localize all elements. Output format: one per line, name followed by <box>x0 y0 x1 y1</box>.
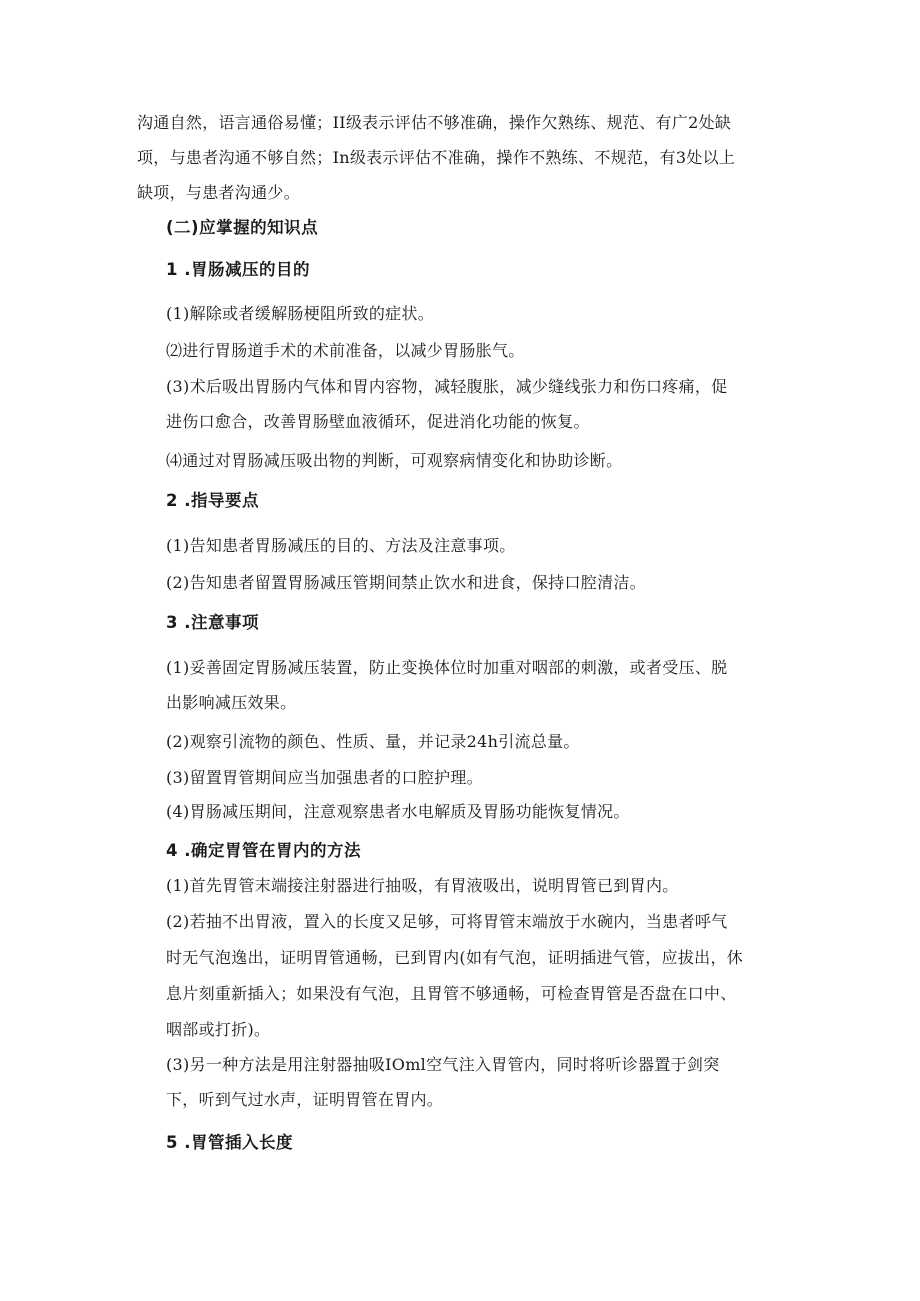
text-line: 下，听到气过水声，证明胃管在胃内。 <box>166 1090 444 1109</box>
subsection-heading: 5 .胃管插入长度 <box>166 1133 293 1152</box>
text-line: (1)妥善固定胃肠减压装置，防止变换体位时加重对咽部的刺激，或者受压、脱 <box>166 658 728 677</box>
text-line: (2)告知患者留置胃肠减压管期间禁止饮水和进食，保持口腔清洁。 <box>166 573 646 592</box>
subsection-heading: 2 .指导要点 <box>166 491 259 510</box>
text-line: 缺项，与患者沟通少。 <box>137 183 301 202</box>
text-line: ⑵进行胃肠道手术的术前准备，以减少胃肠胀气。 <box>166 341 525 360</box>
text-line: 沟通自然，语言通俗易懂；II级表示评估不够准确，操作欠熟练、规范、有广2处缺 <box>137 113 732 132</box>
text-line: (3)留置胃管期间应当加强患者的口腔护理。 <box>166 768 483 787</box>
text-line: (1)告知患者胃肠减压的目的、方法及注意事项。 <box>166 536 516 555</box>
text-line: (4)胃肠减压期间，注意观察患者水电解质及胃肠功能恢复情况。 <box>166 802 630 821</box>
text-line: 息片刻重新插入；如果没有气泡，且胃管不够通畅，可检查胃管是否盘在口中、 <box>166 984 737 1003</box>
text-line: 出影响减压效果。 <box>166 693 297 712</box>
text-line: (1)首先胃管末端接注射器进行抽吸，有胃液吸出，说明胃管已到胃内。 <box>166 876 679 895</box>
text-line: (3)术后吸出胃肠内气体和胃内容物，减轻腹胀，减少缝线张力和伤口疼痛，促 <box>166 377 728 396</box>
text-line: (3)另一种方法是用注射器抽吸IOml空气注入胃管内，同时将听诊器置于剑突 <box>166 1055 720 1074</box>
text-line: (2)观察引流物的颜色、性质、量，并记录24h引流总量。 <box>166 732 580 751</box>
subsection-heading: 4 .确定胃管在胃内的方法 <box>166 841 361 860</box>
subsection-heading: 3 .注意事项 <box>166 613 259 632</box>
text-line: (2)若抽不出胃液，置入的长度又足够，可将胃管末端放于水碗内，当患者呼气 <box>166 912 728 931</box>
text-line: (1)解除或者缓解肠梗阻所致的症状。 <box>166 304 435 323</box>
subsection-heading: 1 .胃肠减压的目的 <box>166 260 310 279</box>
text-line: 咽部或打折)。 <box>166 1020 271 1039</box>
text-line: ⑷通过对胃肠减压吸出物的判断，可观察病情变化和协助诊断。 <box>166 451 623 470</box>
section-heading: (二)应掌握的知识点 <box>166 218 319 237</box>
text-line: 进伤口愈合，改善胃肠壁血液循环，促进消化功能的恢复。 <box>166 412 590 431</box>
text-line: 时无气泡逸出，证明胃管通畅，已到胃内(如有气泡，证明插进气管，应拔出，休 <box>166 948 744 967</box>
text-line: 项，与患者沟通不够自然；In级表示评估不准确，操作不熟练、不规范，有3处以上 <box>137 148 736 167</box>
